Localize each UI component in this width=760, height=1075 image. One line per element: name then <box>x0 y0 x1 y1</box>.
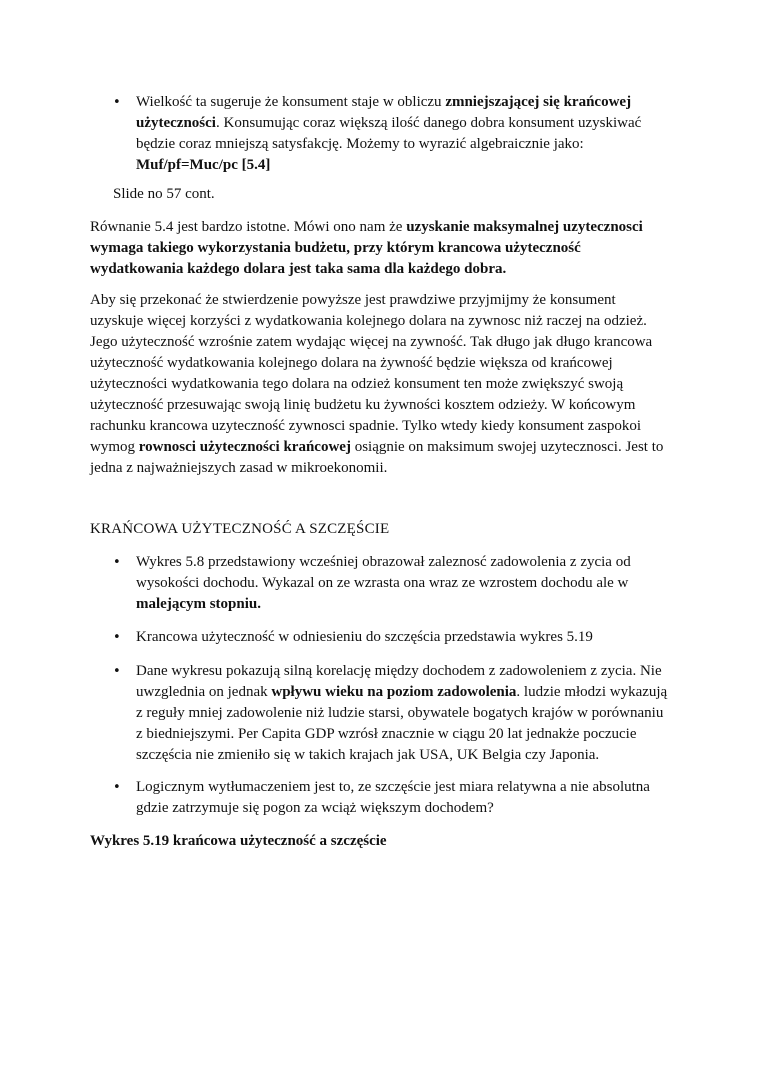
list-item <box>110 661 670 766</box>
paragraph-text: Równanie 5.4 jest bardzo istotne. Mówi ono nam że <box>90 219 407 235</box>
bold-phrase: uzyskanie maksymalnej uzytecznosci wymaga takiego wykorzystania budżetu, przy którym krancowa użyteczność wydatkowania każdego dolara jest taka sama dla każdego dobra. <box>90 219 643 277</box>
bullet-text: . ludzie młodzi wykazują z reguły mniej zadowolenie niż ludzie starsi, obywatele bogatych krajów w porównaniu z biedniejszymi. Per Capita GDP wzrósł znacznie w ciągu 20 lat jednakże poczucie szczęścia nie zmieniło się w takich krajach jak USA, UK Belgia czy Japonia. <box>136 684 668 763</box>
bold-phrase: malejącym stopniu. <box>136 596 261 612</box>
formula: Muf/pf=Muc/pc [5.4] <box>136 157 271 173</box>
list-item <box>110 92 658 176</box>
paragraph-text: Aby się przekonać że stwierdzenie powyższe jest prawdziwe przyjmijmy że konsument uzyskuje więcej korzyści z wydatkowania kolejnego dolara na zywnosc niż raczej na odzież. Jego użyteczność wzrośnie zatem wydając więcej na zywność. Tak długo jak długo krancowa użyteczność wydatkowania kolejnego dolara na żywność będzie większa od krańcowej użyteczności wydatkowania tego dolara na odzież konsument ten może zwiększyć swoją użyteczność przesuwając swoją linię budżetu ku żywności kosztem odzieży. W końcowym rachunku krancowa uzyteczność zywnosci spadnie. Tylko wtedy kiedy konsument zaspokoi wymog <box>90 292 653 455</box>
bold-phrase: rownosci użyteczności krańcowej <box>138 439 351 455</box>
slide-note: Slide no 57 cont. <box>113 186 215 202</box>
bold-phrase: zmniejszającej się krańcowej użyteczności <box>136 94 632 131</box>
bullet-text: Krancowa użyteczność w odniesieniu do szczęścia przedstawia wykres 5.19 <box>136 629 593 645</box>
bullet-text: . Konsumując coraz większą ilość danego dobra konsument uzyskiwać będzie coraz mniejszą satysfakcję. Możemy to wyrazić algebraicznie jako: <box>136 115 642 152</box>
bullet-text: Wykres 5.8 przedstawiony wcześniej obrazował zaleznosć zadowolenia z zycia od wysokości dochodu. Wykazal on ze wzrasta ona wraz ze wzrostem dochodu ale w <box>136 554 631 591</box>
bullet-text: Dane wykresu pokazują silną korelację między dochodem z zadowoleniem z zycia. Nie uwzglednia on jednak <box>136 663 662 700</box>
bullet-list-2-item-3 <box>110 661 670 766</box>
list-item <box>110 552 670 615</box>
section-heading: KRAŃCOWA UŻYTECZNOŚĆ A SZCZĘŚCIE <box>90 521 390 537</box>
caption-text: Wykres 5.19 krańcowa użyteczność a szczęście <box>90 833 387 849</box>
paragraph-explanation <box>90 290 670 479</box>
list-item <box>110 777 670 819</box>
bullet-list-2-item-4 <box>110 777 670 819</box>
bullet-text: Logicznym wytłumaczeniem jest to, ze szczęście jest miara relatywna a nie absolutna gdzie zatrzymuje się pogon za wciąż większym dochodem? <box>136 779 650 816</box>
figure-caption <box>90 831 387 852</box>
list-item <box>110 627 670 648</box>
bullet-text: Wielkość ta sugeruje że konsument staje w obliczu <box>136 94 446 110</box>
bold-phrase: wpływu wieku na poziom zadowolenia <box>271 684 517 700</box>
paragraph-text: osiągnie on maksimum swojej uzytecznosci. Jest to jedna z najważniejszych zasad w mikroekonomii. <box>90 439 664 476</box>
bullet-list-2 <box>110 552 670 615</box>
bullet-list-1 <box>110 92 658 176</box>
paragraph-equation <box>90 217 670 280</box>
bullet-list-2-item-2 <box>110 627 670 648</box>
